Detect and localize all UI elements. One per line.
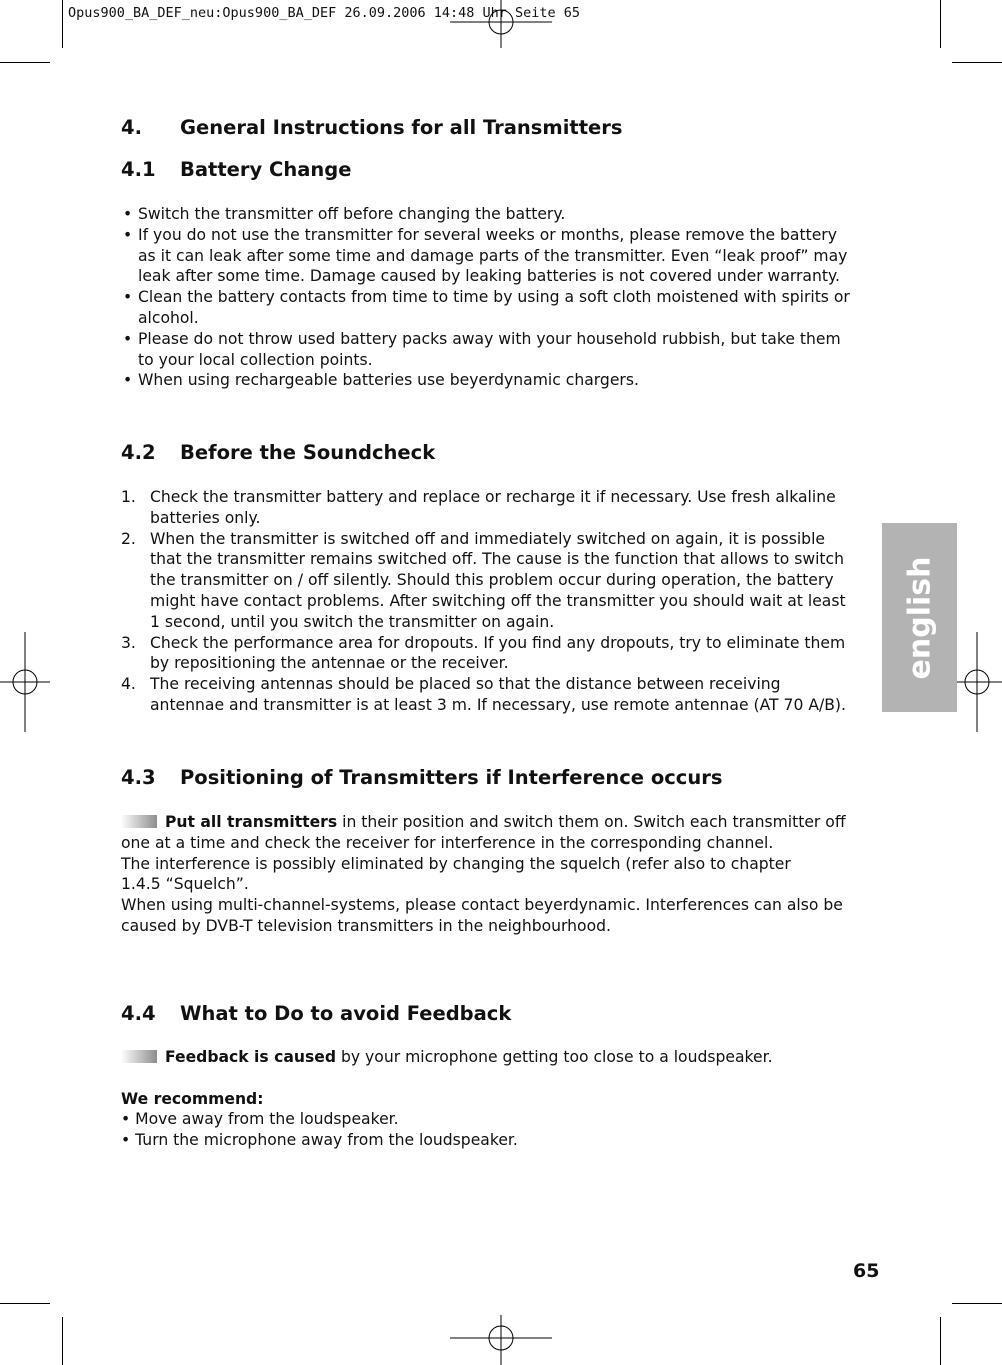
registration-mark-icon <box>450 1315 552 1365</box>
paragraph: When using multi-channel-systems, please contact beyerdynamic. Interferences can also be caused by DVB-T television transmitters in the neighbourhood. <box>121 896 843 935</box>
paragraph: Put all transmitters in their position and switch them on. Switch each transmitter off one at a time and check the receiver for interference in the corresponding channel. <box>121 813 846 852</box>
interference-text <box>121 812 851 937</box>
list-item: • Move away from the loudspeaker. <box>121 1110 399 1129</box>
list-item: • Clean the battery contacts from time to time by using a soft cloth moistened with spirits or alcohol. <box>121 287 851 329</box>
battery-change-list <box>121 204 851 391</box>
paragraph: The interference is possibly eliminated by changing the squelch (refer also to chapter 1.4.5 “Squelch”. <box>121 854 791 894</box>
language-tab <box>882 523 957 712</box>
crop-mark <box>940 1317 941 1365</box>
section-heading <box>121 1002 511 1025</box>
section-number: 4.1 <box>121 158 156 181</box>
note-bar-icon <box>121 815 157 828</box>
section-heading <box>121 158 351 181</box>
crop-mark <box>0 62 50 63</box>
soundcheck-list <box>121 487 851 716</box>
registration-mark-icon <box>450 0 552 50</box>
list-item: 3. Check the performance area for dropouts. If you find any dropouts, try to eliminate them by repositioning the antennae or the receiver. <box>121 633 846 673</box>
feedback-text <box>121 1047 851 1151</box>
chapter-title: General Instructions for all Transmitters <box>180 116 623 139</box>
section-title: Battery Change <box>180 158 352 181</box>
print-slug: Opus900_BA_DEF_neu:Opus900_BA_DEF 26.09.2006 14:48 Uhr Seite 65 <box>68 5 581 21</box>
registration-mark-icon <box>0 632 50 732</box>
section-title: Positioning of Transmitters if Interference occurs <box>180 766 723 789</box>
crop-mark <box>940 0 941 48</box>
chapter-heading <box>121 116 623 139</box>
list-item: • When using rechargeable batteries use beyerdynamic chargers. <box>121 370 851 391</box>
language-tab-label: english <box>902 556 937 679</box>
section-title: Before the Soundcheck <box>180 441 436 464</box>
list-item: 1. Check the transmitter battery and replace or recharge it if necessary. Use fresh alkaline batteries only. <box>121 488 836 527</box>
note-bar-icon <box>121 1050 157 1063</box>
registration-mark-icon <box>952 632 1002 732</box>
list-item: • Turn the microphone away from the loudspeaker. <box>121 1131 518 1150</box>
section-title: What to Do to avoid Feedback <box>180 1002 512 1025</box>
crop-mark <box>0 1303 50 1304</box>
list-item: • Switch the transmitter off before changing the battery. <box>121 204 851 225</box>
section-heading <box>121 766 722 789</box>
section-number: 4.2 <box>121 441 156 464</box>
list-item: • If you do not use the transmitter for several weeks or months, please remove the battery as it can leak after some time and damage parts of the transmitter. Even “leak proof” may leak after some time. Damage caused by leaking batteries is not covered under warranty. <box>121 225 851 287</box>
list-item: • Please do not throw used battery packs away with your household rubbish, but take them to your local collection points. <box>121 329 851 371</box>
page-number: 65 <box>853 1260 880 1282</box>
section-number: 4.4 <box>121 1002 156 1025</box>
crop-mark <box>952 1303 1002 1304</box>
crop-mark <box>62 1317 63 1365</box>
chapter-number: 4. <box>121 116 142 139</box>
recommend-label: We recommend: <box>121 1089 264 1108</box>
list-item: 4. The receiving antennas should be placed so that the distance between receiving antennae and transmitter is at least 3 m. If necessary, use remote antennae (AT 70 A/B). <box>121 675 846 714</box>
paragraph: Feedback is caused by your microphone getting too close to a loudspeaker. <box>121 1047 851 1068</box>
section-number: 4.3 <box>121 766 156 789</box>
section-heading <box>121 441 435 464</box>
list-item: 2. When the transmitter is switched off and immediately switched on again, it is possible that the transmitter remains switched off. The cause is the function that allows to switch the transmitter on / off silently. Should this problem occur during operation, the battery might have contact problems. After switching off the transmitter you should wait at least 1 second, until you switch the transmitter on again. <box>121 529 846 631</box>
crop-mark <box>952 62 1002 63</box>
crop-mark <box>62 0 63 48</box>
